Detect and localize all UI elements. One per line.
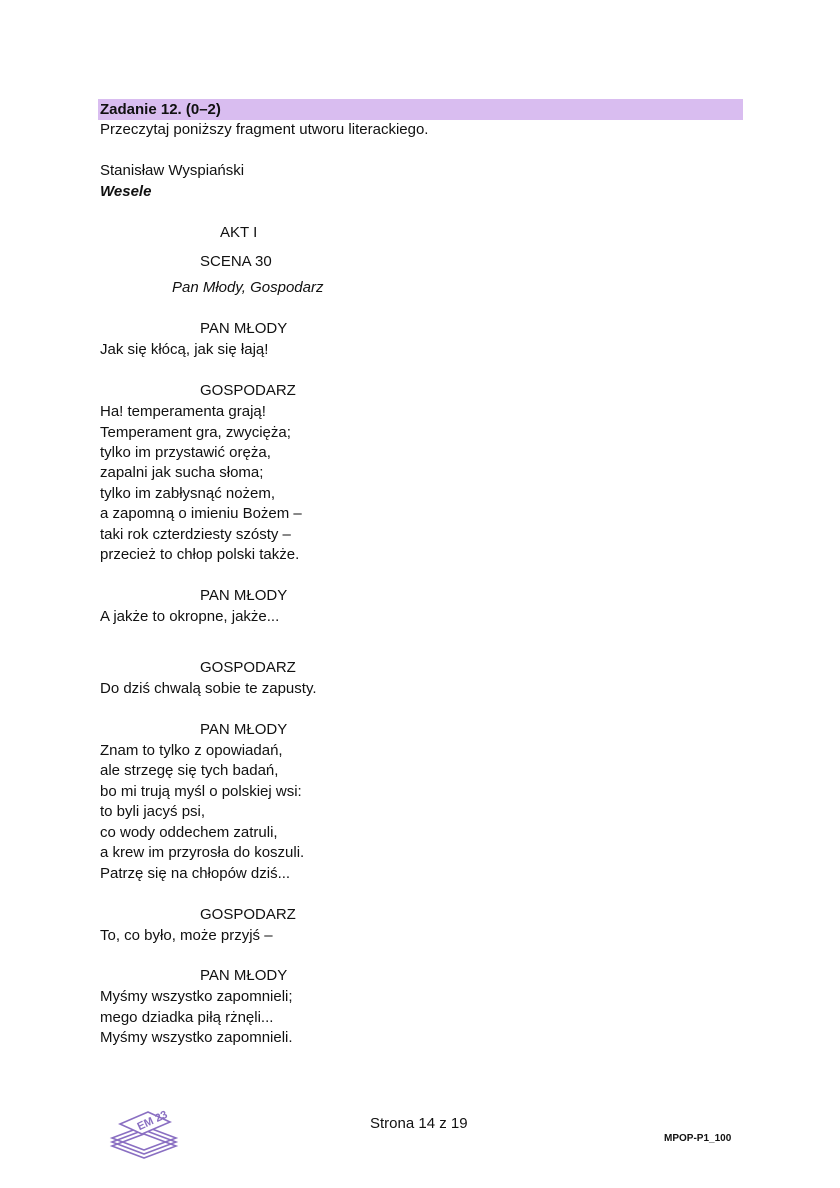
verse-line: To, co było, może przyjś – [100,927,273,944]
verse-line: tylko im zabłysnąć nożem, [100,485,276,502]
author-name: Stanisław Wyspiański [100,162,245,179]
verse-line: a krew im przyrosła do koszuli. [100,844,305,861]
verse-line: A jakże to okropne, jakże... [100,608,280,625]
work-title: Wesele [100,183,152,200]
verse-line: Temperament gra, zwycięża; [100,424,291,441]
verse-line: Patrzę się na chłopów dziś... [100,865,291,882]
verse-line: Myśmy wszystko zapomnieli; [100,988,293,1005]
page-number: Strona 14 z 19 [370,1115,468,1132]
verse-line: tylko im przystawić oręża, [100,444,271,461]
speaker-name: PAN MŁODY [200,587,288,604]
verse-line: Do dziś chwalą sobie te zapusty. [100,680,317,697]
verse-line: co wody oddechem zatruli, [100,824,278,841]
verse-line: a zapomną o imieniu Bożem – [100,505,302,522]
speaker-name: PAN MŁODY [200,721,288,738]
verse-line: Ha! temperamenta grają! [100,403,266,420]
verse-line: Myśmy wszystko zapomnieli. [100,1029,293,1046]
verse-line: Znam to tylko z opowiadań, [100,742,283,759]
verse-line: zapalni jak sucha słoma; [100,464,264,481]
verse-line: przecież to chłop polski także. [100,546,300,563]
svg-text:EM 23: EM 23 [135,1108,170,1134]
persons-list: Pan Młody, Gospodarz [172,279,324,296]
verse-line: to byli jacyś psi, [100,803,206,820]
verse-line: bo mi trują myśl o polskiej wsi: [100,783,302,800]
speaker-name: PAN MŁODY [200,320,288,337]
verse-line: ale strzegę się tych badań, [100,762,279,779]
verse-line: mego dziadka piłą rżnęli... [100,1009,274,1026]
instruction-text: Przeczytaj poniższy fragment utworu literackiego. [100,121,429,138]
exam-code: MPOP-P1_100 [664,1133,732,1144]
speaker-name: PAN MŁODY [200,967,288,984]
speaker-name: GOSPODARZ [200,382,296,399]
verse-line: Jak się kłócą, jak się łają! [100,341,269,358]
task-title: Zadanie 12. (0–2) [98,99,743,120]
scene-heading: SCENA 30 [200,253,272,270]
exam-board-logo-icon [108,1108,180,1164]
speaker-name: GOSPODARZ [200,659,296,676]
speaker-name: GOSPODARZ [200,906,296,923]
verse-line: taki rok czterdziesty szósty – [100,526,291,543]
act-heading: AKT I [220,224,258,241]
